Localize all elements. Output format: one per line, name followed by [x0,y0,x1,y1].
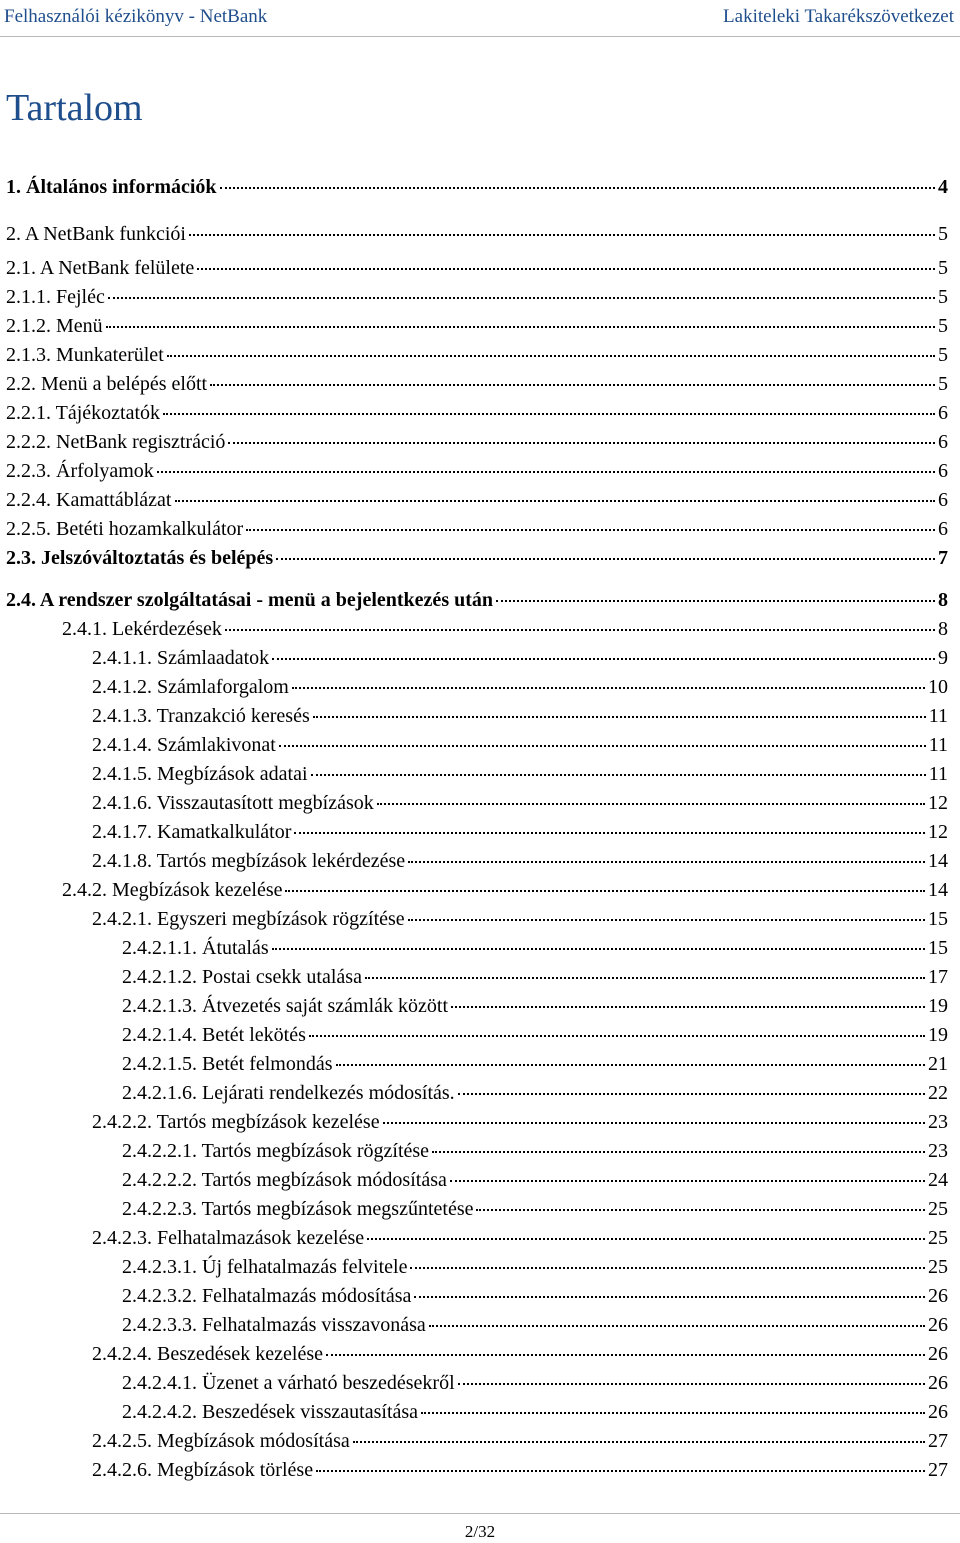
toc-entry-title: 2.2.3. Árfolyamok [6,460,154,482]
toc-dot-leader [421,1412,925,1414]
toc-dot-leader [294,832,925,834]
toc-entry[interactable] [92,1428,948,1454]
toc-dot-leader [410,1267,925,1269]
toc-entry-title: 2.2.5. Betéti hozamkalkulátor [6,518,244,540]
toc-entry[interactable] [6,400,948,426]
toc-dot-leader [276,558,935,560]
toc-entry[interactable] [6,429,948,455]
toc-entry-title: 2.4.2.2.3. Tartós megbízások megszűntetése [122,1198,474,1220]
toc-entry-page-number: 6 [938,460,948,482]
toc-entry-page-number: 25 [928,1198,948,1220]
toc-entry-title: 1. Általános információk [6,176,217,198]
toc-entry-title: 2.4.1.2. Számlaforgalom [92,676,289,698]
toc-entry[interactable] [122,1080,948,1106]
toc-dot-leader [408,861,925,863]
toc-entry[interactable] [122,1167,948,1193]
toc-entry[interactable] [6,371,948,397]
toc-entry[interactable] [62,877,948,903]
toc-dot-leader [432,1151,925,1153]
toc-entry[interactable] [92,1341,948,1367]
toc-entry[interactable] [6,221,948,247]
toc-dot-leader [336,1064,925,1066]
toc-entry-title: 2.4.1.4. Számlakivonat [92,734,276,756]
toc-entry[interactable] [92,703,948,729]
toc-entry[interactable] [62,616,948,642]
toc-entry-page-number: 24 [928,1169,948,1191]
toc-entry-page-number: 8 [938,618,948,640]
toc-dot-leader [414,1296,925,1298]
toc-entry-page-number: 23 [928,1140,948,1162]
toc-dot-leader [496,600,935,602]
toc-dot-leader [429,1325,925,1327]
page-title: Tartalom [6,87,143,129]
toc-dot-leader [189,234,935,236]
footer-divider [0,1513,960,1514]
toc-dot-leader [292,687,925,689]
toc-dot-leader [365,977,925,979]
toc-entry-title: 2.4.2.3.1. Új felhatalmazás felvitele [122,1256,408,1278]
toc-entry[interactable] [6,516,948,542]
toc-entry[interactable] [122,1399,948,1425]
toc-entry-page-number: 5 [938,223,948,245]
toc-entry[interactable] [122,964,948,990]
toc-entry-page-number: 17 [928,966,948,988]
toc-entry-page-number: 26 [928,1285,948,1307]
toc-entry-title: 2.4.2.1.5. Betét felmondás [122,1053,333,1075]
toc-entry-page-number: 5 [938,286,948,308]
toc-entry-page-number: 9 [938,647,948,669]
toc-entry-title: 2.1.1. Fejléc [6,286,105,308]
toc-entry-page-number: 15 [928,908,948,930]
toc-dot-leader [108,297,935,299]
toc-entry[interactable] [122,935,948,961]
toc-dot-leader [313,716,926,718]
toc-entry-page-number: 21 [928,1053,948,1075]
toc-dot-leader [408,919,925,921]
toc-entry-page-number: 23 [928,1111,948,1133]
toc-entry[interactable] [6,458,948,484]
toc-entry-title: 2.4.1.8. Tartós megbízások lekérdezése [92,850,406,872]
toc-entry-page-number: 11 [928,734,948,756]
toc-entry-title: 2.4.2.1.4. Betét lekötés [122,1024,306,1046]
toc-entry-title: 2.4.2.1.2. Postai csekk utalása [122,966,362,988]
toc-dot-leader [451,1006,925,1008]
toc-entry-title: 2.4.2.2.1. Tartós megbízások rögzítése [122,1140,430,1162]
toc-entry-page-number: 26 [928,1401,948,1423]
toc-entry[interactable] [92,1109,948,1135]
toc-entry-title: 2.2.4. Kamattáblázat [6,489,172,511]
toc-dot-leader [450,1180,925,1182]
toc-entry-page-number: 25 [928,1256,948,1278]
toc-dot-leader [476,1209,925,1211]
toc-entry-page-number: 6 [938,402,948,424]
toc-entry-title: 2.4.2.2.2. Tartós megbízások módosítása [122,1169,447,1191]
toc-entry-page-number: 7 [938,547,948,569]
toc-dot-leader [367,1238,925,1240]
toc-entry[interactable] [92,674,948,700]
toc-entry-page-number: 4 [938,176,948,198]
toc-entry[interactable] [122,1370,948,1396]
toc-entry[interactable] [122,993,948,1019]
toc-dot-leader [353,1441,925,1443]
toc-dot-leader [272,658,935,660]
toc-entry-title: 2.4.2.6. Megbízások törlése [92,1459,314,1481]
toc-entry[interactable] [92,819,948,845]
toc-entry-page-number: 26 [928,1314,948,1336]
toc-entry-page-number: 6 [938,489,948,511]
toc-entry[interactable] [6,255,948,281]
toc-entry-page-number: 6 [938,518,948,540]
toc-entry-page-number: 11 [928,705,948,727]
toc-entry[interactable] [6,284,948,310]
toc-entry-title: 2.4.2.1. Egyszeri megbízások rögzítése [92,908,405,930]
toc-entry-page-number: 25 [928,1227,948,1249]
toc-entry-page-number: 12 [928,821,948,843]
toc-entry[interactable] [92,906,948,932]
toc-dot-leader [220,187,935,189]
toc-dot-leader [157,471,935,473]
toc-entry-title: 2.3. Jelszóváltoztatás és belépés [6,547,274,569]
toc-entry-page-number: 5 [938,373,948,395]
toc-dot-leader [272,948,925,950]
toc-entry-title: 2.4.2.4.2. Beszedések visszautasítása [122,1401,419,1423]
toc-entry-title: 2.4.1.6. Visszautasított megbízások [92,792,374,814]
toc-entry-title: 2. A NetBank funkciói [6,223,186,245]
toc-entry-title: 2.4. A rendszer szolgáltatásai - menü a bejelentkezés után [6,589,494,611]
toc-entry[interactable] [6,487,948,513]
toc-entry-title: 2.4.2.3.2. Felhatalmazás módosítása [122,1285,412,1307]
toc-entry[interactable] [6,545,948,571]
toc-entry-title: 2.2.2. NetBank regisztráció [6,431,226,453]
toc-entry[interactable] [6,313,948,339]
toc-entry-title: 2.1. A NetBank felülete [6,257,195,279]
toc-entry-page-number: 5 [938,344,948,366]
toc-entry-page-number: 22 [928,1082,948,1104]
toc-dot-leader [285,890,925,892]
toc-entry[interactable] [122,1196,948,1222]
toc-dot-leader [383,1122,925,1124]
toc-entry-title: 2.4.2. Megbízások kezelése [62,879,283,901]
toc-dot-leader [167,355,935,357]
toc-dot-leader [279,745,926,747]
toc-entry-title: 2.2.1. Tájékoztatók [6,402,161,424]
toc-dot-leader [197,268,935,270]
toc-entry-page-number: 26 [928,1343,948,1365]
toc-entry-page-number: 5 [938,315,948,337]
toc-entry-title: 2.4.1.7. Kamatkalkulátor [92,821,292,843]
toc-entry-page-number: 14 [928,879,948,901]
header-organization: Lakiteleki Takarékszövetkezet [723,6,954,27]
toc-entry-title: 2.4.1.1. Számlaadatok [92,647,270,669]
toc-entry-page-number: 26 [928,1372,948,1394]
toc-entry-title: 2.4.2.1.6. Lejárati rendelkezés módosítás. [122,1082,455,1104]
toc-dot-leader [311,774,926,776]
toc-entry-page-number: 14 [928,850,948,872]
toc-dot-leader [316,1470,925,1472]
toc-dot-leader [228,442,935,444]
toc-entry-page-number: 12 [928,792,948,814]
toc-entry[interactable] [122,1022,948,1048]
toc-entry-page-number: 8 [938,589,948,611]
toc-entry[interactable] [92,645,948,671]
toc-dot-leader [377,803,925,805]
toc-entry-title: 2.4.2.2. Tartós megbízások kezelése [92,1111,380,1133]
toc-entry-title: 2.2. Menü a belépés előtt [6,373,208,395]
toc-entry[interactable] [6,174,948,200]
toc-entry[interactable] [122,1051,948,1077]
toc-entry-title: 2.4.1. Lekérdezések [62,618,222,640]
toc-dot-leader [210,384,935,386]
toc-entry[interactable] [92,1457,948,1483]
toc-entry[interactable] [6,342,948,368]
toc-dot-leader [163,413,935,415]
toc-entry-page-number: 19 [928,995,948,1017]
toc-entry[interactable] [122,1138,948,1164]
toc-entry-title: 2.4.1.5. Megbízások adatai [92,763,308,785]
toc-entry[interactable] [92,761,948,787]
toc-entry-title: 2.1.2. Menü [6,315,103,337]
toc-entry[interactable] [6,587,948,613]
running-header [0,0,960,37]
toc-entry-title: 2.1.3. Munkaterület [6,344,164,366]
toc-entry-page-number: 5 [938,257,948,279]
toc-entry[interactable] [92,732,948,758]
toc-dot-leader [106,326,935,328]
toc-entry-title: 2.4.2.3. Felhatalmazások kezelése [92,1227,365,1249]
toc-dot-leader [246,529,935,531]
toc-entry-title: 2.4.2.5. Megbízások módosítása [92,1430,350,1452]
toc-entry-page-number: 10 [928,676,948,698]
toc-dot-leader [309,1035,925,1037]
toc-entry[interactable] [92,848,948,874]
toc-entry-page-number: 19 [928,1024,948,1046]
toc-entry-title: 2.4.2.3.3. Felhatalmazás visszavonása [122,1314,426,1336]
toc-dot-leader [458,1093,925,1095]
toc-entry[interactable] [92,1225,948,1251]
toc-dot-leader [326,1354,925,1356]
toc-entry-page-number: 6 [938,431,948,453]
toc-dot-leader [225,629,935,631]
toc-entry-page-number: 27 [928,1459,948,1481]
footer-page-number: 2/32 [464,1522,496,1541]
toc-dot-leader [458,1383,925,1385]
toc-entry-title: 2.4.2.4. Beszedések kezelése [92,1343,324,1365]
toc-entry-title: 2.4.1.3. Tranzakció keresés [92,705,310,727]
toc-entry-title: 2.4.2.4.1. Üzenet a várható beszedésekről [122,1372,455,1394]
toc-entry[interactable] [122,1254,948,1280]
toc-entry-page-number: 27 [928,1430,948,1452]
toc-dot-leader [175,500,936,502]
toc-entry-title: 2.4.2.1.1. Átutalás [122,937,269,959]
toc-entry[interactable] [92,790,948,816]
header-document-title: Felhasználói kézikönyv - NetBank [4,6,268,27]
toc-entry[interactable] [122,1312,948,1338]
toc-entry[interactable] [122,1283,948,1309]
toc-entry-title: 2.4.2.1.3. Átvezetés saját számlák között [122,995,449,1017]
toc-entry-page-number: 15 [928,937,948,959]
toc-entry-page-number: 11 [928,763,948,785]
